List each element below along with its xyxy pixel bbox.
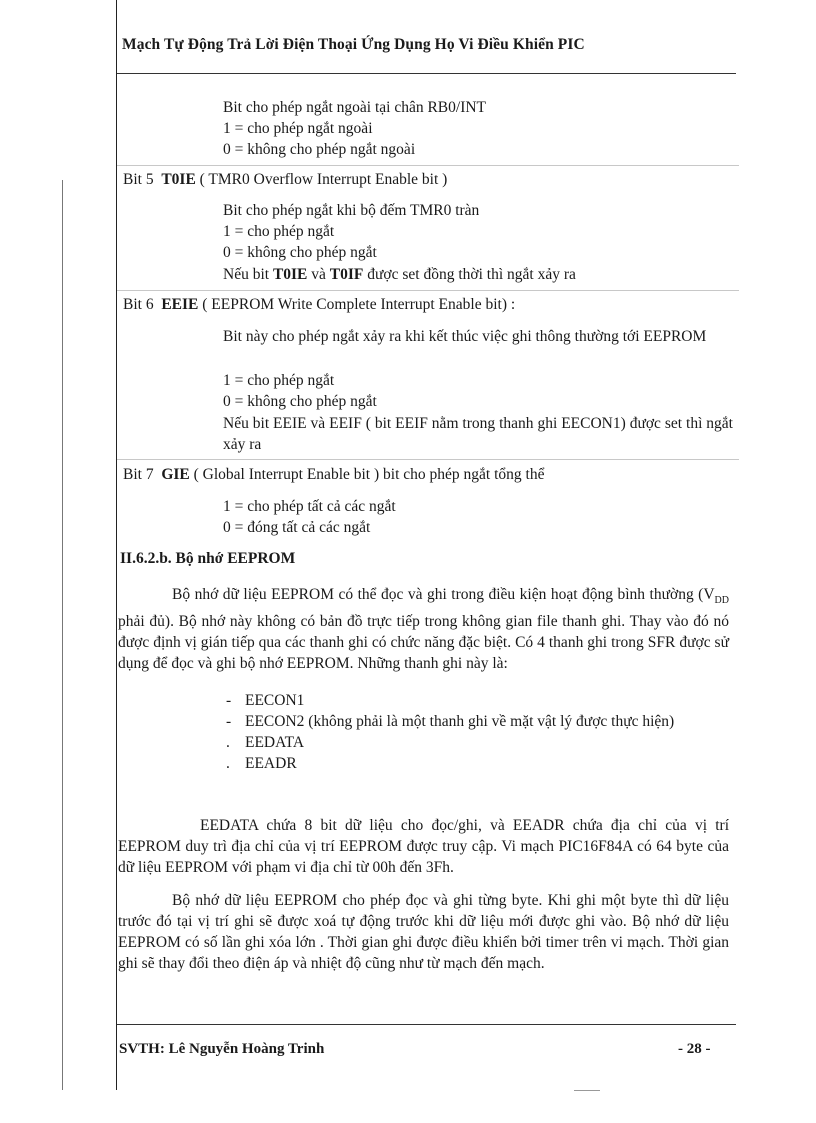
- list-item: [226, 711, 729, 732]
- bit5-note-pre: Nếu bit: [223, 266, 270, 283]
- bit7-separator: [117, 459, 739, 460]
- bit6-note: Nếu bit EEIE và EEIF ( bit EEIF nằm trong thanh ghi EECON1) được set thì ngắt xảy ra: [223, 415, 733, 453]
- bit7-name: GIE: [161, 466, 190, 483]
- bit5-line-1: Bit cho phép ngắt khi bộ đếm TMR0 tràn: [223, 202, 480, 219]
- page-number: - 28 -: [678, 1041, 711, 1057]
- list-item-text: EEDATA: [245, 734, 305, 751]
- paragraph-eeprom-write: [118, 890, 729, 974]
- bit7-line-1: 1 = cho phép tất cả các ngắt: [223, 498, 396, 515]
- para3-text: Bộ nhớ dữ liệu EEPROM cho phép đọc và ghi từng byte. Khi ghi một byte thì dữ liệu trước đó tại vị trí ghi sẽ được xoá tự động trước khi dữ liệu mới được ghi vào. Bộ nhớ dữ liệu EEPROM có số lần ghi xóa lớn . Thời gian ghi được điều khiển bởi timer trên vi mạch. Thời gian ghi sẽ thay đổi theo điện áp và nhiệt độ cũng như từ mạch đến mạch.: [118, 892, 729, 972]
- footer-rule: [117, 1024, 736, 1025]
- bit6-name: EEIE: [161, 296, 199, 313]
- para2-text: EEDATA chứa 8 bit dữ liệu cho đọc/ghi, và EEADR chứa địa chỉ của vị trí EEPROM duy trì địa chỉ của vị trí EEPROM được truy cập. Vi mạch PIC16F84A có 64 byte của dữ liệu EEPROM với phạm vi địa chỉ từ 00h đến 3Fh.: [118, 817, 729, 876]
- list-item: [226, 753, 729, 774]
- intro-line-2: 1 = cho phép ngắt ngoài: [223, 120, 373, 137]
- list-item-text: EECON2 (không phải là một thanh ghi về mặt vật lý được thực hiện): [245, 713, 675, 730]
- intro-line-3: 0 = không cho phép ngắt ngoài: [223, 141, 416, 158]
- bit5-line-2: 1 = cho phép ngắt: [223, 223, 335, 240]
- list-marker: -: [226, 713, 232, 730]
- para1-text-a: Bộ nhớ dữ liệu EEPROM có thể đọc và ghi trong điều kiện hoạt động bình thường (V: [172, 586, 715, 603]
- paragraph-eeprom-intro: [118, 584, 729, 674]
- bit5-note-mid: và: [311, 266, 326, 283]
- bit6-line-1: 1 = cho phép ngắt: [223, 372, 335, 389]
- bit7-heading: [123, 464, 544, 485]
- list-item-text: EEADR: [245, 755, 297, 772]
- binding-edge-line: [62, 180, 63, 1090]
- intro-line-1: Bit cho phép ngắt ngoài tại chân RB0/INT: [223, 99, 487, 116]
- list-marker: .: [226, 755, 230, 772]
- register-list: [226, 690, 729, 774]
- list-marker: .: [226, 734, 230, 751]
- bit6-desc: ( EEPROM Write Complete Interrupt Enable bit) :: [202, 296, 516, 313]
- para1-text-b: phải đủ). Bộ nhớ này không có bản đồ trực tiếp trong không gian file thanh ghi. Thay vào đó nó được định vị gián tiếp qua các thanh ghi có chức năng đặc biệt. Có 4 thanh ghi trong SFR được sử dụng để đọc và ghi bộ nhớ EEPROM. Những thanh ghi này là:: [118, 613, 729, 673]
- bit5-name: T0IE: [161, 171, 196, 188]
- bit5-label: Bit 5: [123, 171, 154, 188]
- list-item: [226, 690, 729, 711]
- page-header-title: Mạch Tự Động Trả Lời Điện Thoại Ứng Dụng Họ Vi Điều Khiển PIC: [122, 36, 585, 53]
- header-rule: [117, 73, 736, 74]
- bit5-separator: [117, 165, 739, 166]
- bit5-line-3: 0 = không cho phép ngắt: [223, 244, 377, 261]
- bit7-desc: ( Global Interrupt Enable bit ) bit cho phép ngắt tổng thể: [193, 466, 545, 483]
- bit6-heading: [123, 294, 515, 315]
- bit6-description: Bit này cho phép ngắt xảy ra khi kết thúc việc ghi thông thường tới EEPROM: [223, 328, 707, 345]
- section-heading: II.6.2.b. Bộ nhớ EEPROM: [120, 550, 296, 567]
- footer-author: SVTH: Lê Nguyễn Hoàng Trinh: [119, 1041, 325, 1057]
- bit5-heading: [123, 169, 447, 190]
- list-item-text: EECON1: [245, 692, 305, 709]
- bit6-separator: [117, 290, 739, 291]
- list-item: [226, 732, 729, 753]
- bit5-note-t0ie: T0IE: [272, 266, 308, 283]
- bit5-note-post: được set đồng thời thì ngắt xảy ra: [367, 266, 576, 283]
- list-marker: -: [226, 692, 232, 709]
- left-margin-line: [116, 0, 117, 1090]
- scan-mark: [574, 1090, 600, 1091]
- bit6-label: Bit 6: [123, 296, 154, 313]
- bit5-note-t0if: T0IF: [329, 266, 364, 283]
- bit7-line-2: 0 = đóng tất cả các ngắt: [223, 519, 371, 536]
- paragraph-eedata: [118, 815, 729, 878]
- bit7-label: Bit 7: [123, 466, 154, 483]
- bit5-desc: ( TMR0 Overflow Interrupt Enable bit ): [199, 171, 448, 188]
- bit6-line-2: 0 = không cho phép ngắt: [223, 393, 377, 410]
- para1-vdd-subscript: DD: [714, 595, 729, 607]
- bit5-note: [223, 264, 733, 285]
